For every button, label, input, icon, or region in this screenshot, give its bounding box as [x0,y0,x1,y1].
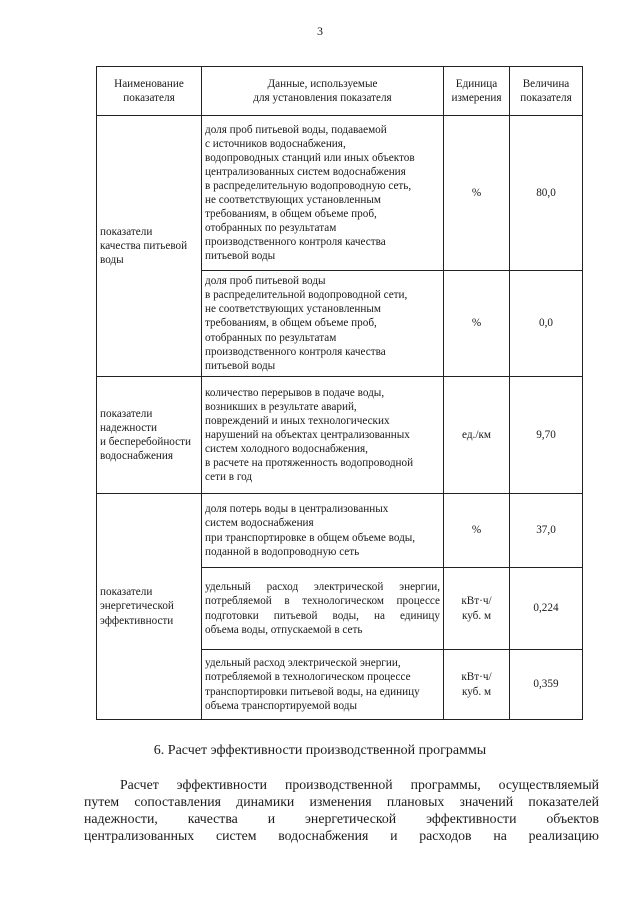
page-number: 3 [317,24,323,38]
indicator-group-reliability: показатели надежности и бесперебойности водоснабжения [97,377,202,494]
indicators-table [96,66,583,720]
row-unit: % [444,494,510,568]
table-row [97,116,583,271]
header-unit: Единица измерения [444,67,510,116]
section-heading: 6. Расчет эффективности производственной программы [153,743,487,758]
row-data-line: удельный расход электрической энергии, [205,581,440,594]
row-value: 0,224 [510,568,583,650]
header-name: Наименование показателя [97,67,202,116]
row-value: 0,359 [510,650,583,720]
paragraph-line: Расчет эффективности производственной программы, осуществляемый [120,777,599,792]
row-data-line: потребляемой в технологическом процессе [205,595,440,608]
row-data-text: удельный расход электрической энергии, потребляемой в технологическом процессе транспортировки питьевой воды, на единицу объема транспортируемой воды [202,650,444,720]
paragraph-line: путем сопоставления динамики изменения плановых значений показателей [84,794,599,809]
indicator-group-quality: показатели качества питьевой воды [97,116,202,377]
paragraph-line: централизованных систем водоснабжения и расходов на реализацию [84,828,599,843]
row-unit: % [444,271,510,377]
row-data-text: доля проб питьевой воды в распределительной водопроводной сети, не соответствующих установленным требованиям, в общем объеме проб, отобранных по результатам производственного контроля качества питьевой воды [202,271,444,377]
row-data-text: доля потерь воды в централизованных систем водоснабжения при транспортировке в общем объеме воды, поданной в водопроводную сеть [202,494,444,568]
row-value: 9,70 [510,377,583,494]
paragraph-line: надежности, качества и энергетической эффективности объектов [84,811,599,826]
body-paragraph [84,776,599,844]
row-value: 0,0 [510,271,583,377]
table-row [97,377,583,494]
row-data-line: подготовки питьевой воды, на единицу [205,609,440,622]
row-data-text: количество перерывов в подаче воды, возникших в результате аварий, повреждений и иных технологических нарушений на объектах централизованных систем холодного водоснабжения, в расчете на протяженность водопроводной сети в год [202,377,444,494]
row-data-text [202,568,444,650]
table-header-row [97,67,583,116]
indicator-group-energy: показатели энергетической эффективности [97,494,202,720]
row-data-line: объема воды, отпускаемой в сеть [205,623,363,636]
row-unit: % [444,116,510,271]
row-value: 37,0 [510,494,583,568]
header-data: Данные, используемые для установления показателя [202,67,444,116]
row-data-text: доля проб питьевой воды, подаваемой с источников водоснабжения, водопроводных станций или иных объектов централизованных систем водоснабжения в распределительную водопроводную сеть, не соответствующих установленным требованиям, в общем объеме проб, отобранных по результатам производственного контроля качества питьевой воды [202,116,444,271]
table-row [97,494,583,568]
row-unit: ед./км [444,377,510,494]
row-unit: кВт·ч/ куб. м [444,650,510,720]
header-value: Величина показателя [510,67,583,116]
row-unit: кВт·ч/ куб. м [444,568,510,650]
row-value: 80,0 [510,116,583,271]
